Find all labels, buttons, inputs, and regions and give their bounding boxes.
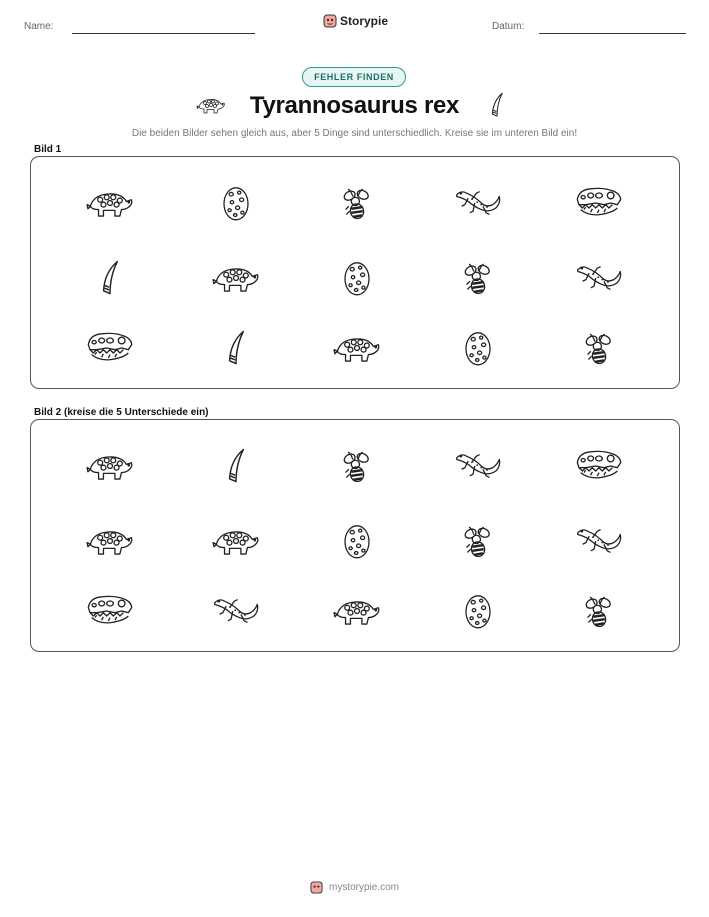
grid-cell — [191, 320, 281, 375]
footer-url: mystorypie.com — [328, 882, 399, 893]
egg-icon — [220, 182, 252, 224]
lizard-icon — [453, 448, 503, 484]
storypie-logo — [323, 14, 388, 28]
grid-cell — [312, 250, 402, 305]
grid-cell — [554, 175, 644, 230]
grid-cell[interactable] — [65, 583, 155, 638]
claw-icon — [225, 446, 247, 486]
grid-cell[interactable] — [65, 513, 155, 568]
grid-cell — [312, 320, 402, 375]
egg-icon — [462, 327, 494, 369]
grid-cell[interactable] — [433, 583, 523, 638]
bee-icon — [460, 260, 496, 296]
bee-icon — [581, 330, 617, 366]
trex-skull-icon — [574, 184, 624, 222]
trex-skull-icon — [85, 592, 135, 630]
name-label: Name: — [24, 21, 54, 32]
grid-cell[interactable] — [191, 513, 281, 568]
grid-cell — [433, 175, 523, 230]
grid-cell[interactable] — [191, 583, 281, 638]
grid-cell — [191, 175, 281, 230]
grid-cell — [65, 175, 155, 230]
grid-cell — [65, 320, 155, 375]
picture2-panel[interactable] — [30, 419, 680, 652]
activity-badge: FEHLER FINDEN — [302, 67, 406, 87]
storypie-mascot-icon — [310, 881, 323, 894]
bee-icon — [339, 185, 375, 221]
claw-icon — [99, 258, 121, 298]
claw-icon — [225, 328, 247, 368]
bee-icon — [460, 523, 496, 559]
ankylosaur-icon — [85, 523, 135, 559]
ankylosaur-icon — [211, 260, 261, 296]
ankylosaur-icon — [332, 330, 382, 366]
egg-icon — [341, 520, 373, 562]
lizard-icon — [453, 185, 503, 221]
date-line[interactable] — [539, 33, 686, 34]
lizard-icon — [211, 593, 261, 629]
lizard-icon — [574, 260, 624, 296]
grid-cell — [191, 250, 281, 305]
date-label: Datum: — [492, 21, 525, 32]
bee-icon — [581, 593, 617, 629]
grid-cell[interactable] — [312, 438, 402, 493]
grid-cell — [65, 250, 155, 305]
grid-cell[interactable] — [191, 438, 281, 493]
picture1-label: Bild 1 — [34, 144, 62, 155]
grid-cell[interactable] — [312, 513, 402, 568]
grid-cell[interactable] — [554, 513, 644, 568]
trex-skull-icon — [574, 447, 624, 485]
brand-name: Storypie — [340, 14, 389, 28]
page-title: Tyrannosaurus rex — [249, 92, 460, 119]
grid-cell[interactable] — [554, 438, 644, 493]
ankylosaur-icon — [211, 523, 261, 559]
ankylosaur-icon — [85, 448, 135, 484]
grid-cell — [433, 250, 523, 305]
picture1-panel — [30, 156, 680, 389]
trex-skull-icon — [85, 329, 135, 367]
ankylosaur-icon — [85, 185, 135, 221]
egg-icon — [341, 257, 373, 299]
egg-icon — [462, 590, 494, 632]
grid-cell — [312, 175, 402, 230]
grid-cell — [554, 250, 644, 305]
grid-cell — [554, 320, 644, 375]
lizard-icon — [574, 523, 624, 559]
grid-cell[interactable] — [65, 438, 155, 493]
bee-icon — [339, 448, 375, 484]
claw-title-icon — [489, 92, 505, 118]
instructions: Die beiden Bilder sehen gleich aus, aber 5 Dinge sind unterschiedlich. Kreise sie im unteren Bild ein! — [131, 128, 578, 139]
picture2-label: Bild 2 (kreise die 5 Unterschiede ein) — [34, 407, 209, 418]
storypie-mascot-icon — [323, 14, 337, 28]
grid-cell[interactable] — [312, 583, 402, 638]
footer — [0, 881, 709, 894]
grid-cell — [433, 320, 523, 375]
name-line[interactable] — [72, 33, 255, 34]
grid-cell[interactable] — [433, 438, 523, 493]
grid-cell[interactable] — [554, 583, 644, 638]
grid-cell[interactable] — [433, 513, 523, 568]
ankylosaur-icon — [332, 593, 382, 629]
